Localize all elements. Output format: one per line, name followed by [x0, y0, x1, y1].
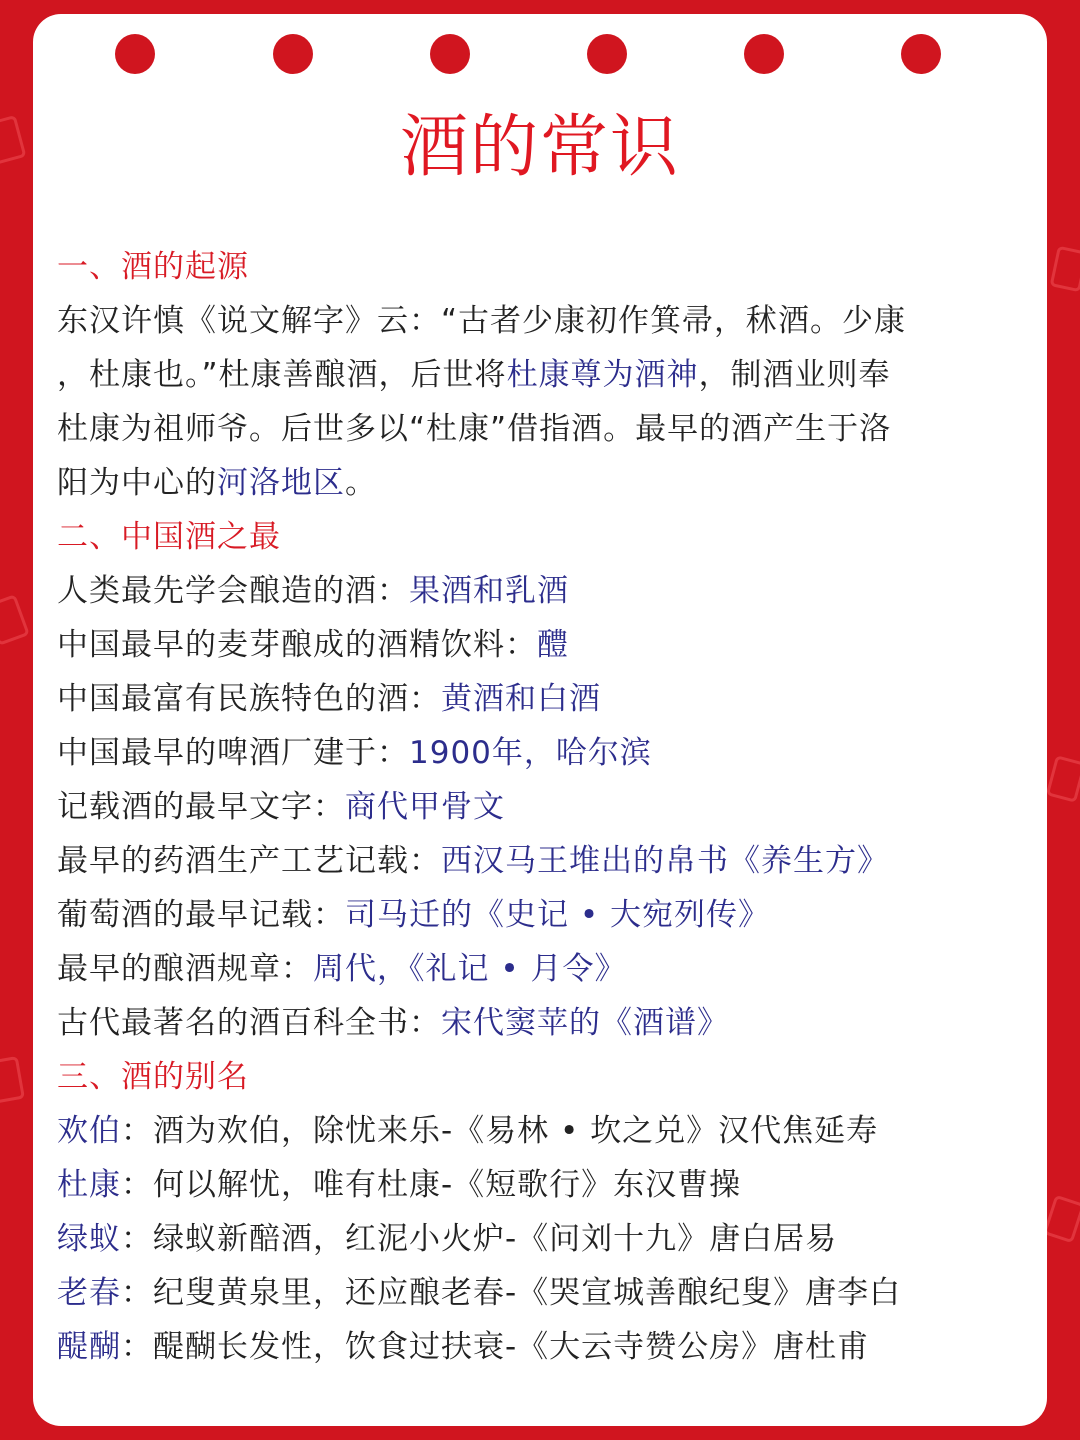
alias-item: [57, 1212, 1032, 1266]
alias-name: 老春: [57, 1275, 121, 1311]
record-item: [57, 888, 1032, 942]
record-value: 司马迁的《史记 • 大宛列传》: [345, 897, 770, 933]
record-value: 宋代窦苹的《酒谱》: [441, 1005, 729, 1041]
record-value: 黄酒和白酒: [441, 681, 601, 717]
record-item: [57, 996, 1032, 1050]
page-title: 酒的常识: [399, 108, 680, 187]
binder-hole: [744, 34, 784, 74]
record-item: [57, 834, 1032, 888]
binder-hole: [430, 34, 470, 74]
alias-name: 欢伯: [57, 1113, 121, 1149]
body-text: 东汉许慎《说文解字》云：“古者少康初作箕帚，秫酒。少康: [57, 303, 907, 339]
body-text: 。: [345, 465, 377, 501]
record-item: [57, 672, 1032, 726]
highlight-text: 杜康尊为酒神: [506, 357, 699, 393]
paragraph-line: [57, 402, 1032, 456]
alias-item: [57, 1104, 1032, 1158]
alias-quote: ：醍醐长发性，饮食过扶衰-《大云寺赞公房》唐杜甫: [121, 1329, 870, 1365]
alias-item: [57, 1266, 1032, 1320]
record-value: 1900年，哈尔滨: [409, 735, 652, 771]
binder-hole: [115, 34, 155, 74]
record-label: 记载酒的最早文字：: [57, 789, 345, 825]
alias-quote: ：绿蚁新醅酒，红泥小火炉-《问刘十九》唐白居易: [121, 1221, 838, 1257]
record-value: 西汉马王堆出的帛书《养生方》: [441, 843, 889, 879]
paragraph-line: [57, 348, 1032, 402]
record-item: [57, 564, 1032, 618]
alias-quote: ：何以解忧，唯有杜康-《短歌行》东汉曹操: [121, 1167, 742, 1203]
record-item: [57, 780, 1032, 834]
record-label: 中国最早的啤酒厂建于：: [57, 735, 409, 771]
record-value: 商代甲骨文: [345, 789, 505, 825]
record-label: 古代最著名的酒百科全书：: [57, 1005, 441, 1041]
alias-quote: ：纪叟黄泉里，还应酿老春-《哭宣城善酿纪叟》唐李白: [121, 1275, 902, 1311]
alias-name: 绿蚁: [57, 1221, 121, 1257]
alias-quote: ：酒为欢伯，除忧来乐-《易林 • 坎之兑》汉代焦延寿: [121, 1113, 879, 1149]
records-list: [57, 564, 1032, 1050]
binder-hole: [273, 34, 313, 74]
record-label: 人类最先学会酿造的酒：: [57, 573, 409, 609]
section-heading-origin: 一、酒的起源: [57, 249, 249, 285]
record-value: 醴: [537, 627, 569, 663]
record-value: 果酒和乳酒: [409, 573, 569, 609]
alias-name: 醍醐: [57, 1329, 121, 1365]
body-text: 阳为中心的: [57, 465, 217, 501]
alias-item: [57, 1320, 1032, 1374]
record-item: [57, 942, 1032, 996]
article-body: [57, 240, 1032, 1374]
section-heading-records: 二、中国酒之最: [57, 519, 281, 555]
record-item: [57, 726, 1032, 780]
highlight-text: 河洛地区: [217, 465, 345, 501]
content-card: [33, 14, 1047, 1426]
aliases-list: [57, 1104, 1032, 1374]
paragraph-line: [57, 294, 1032, 348]
alias-item: [57, 1158, 1032, 1212]
record-label: 最早的药酒生产工艺记载：: [57, 843, 441, 879]
record-item: [57, 618, 1032, 672]
body-text: ，杜康也。”杜康善酿酒，后世将: [57, 357, 507, 393]
record-label: 葡萄酒的最早记载：: [57, 897, 345, 933]
body-text: ，制酒业则奉: [698, 357, 891, 393]
record-label: 最早的酿酒规章：: [57, 951, 313, 987]
origin-paragraph: [57, 294, 1032, 510]
alias-name: 杜康: [57, 1167, 121, 1203]
paragraph-line: [57, 456, 1032, 510]
record-label: 中国最早的麦芽酿成的酒精饮料：: [57, 627, 537, 663]
binder-hole: [901, 34, 941, 74]
binder-hole: [587, 34, 627, 74]
body-text: 杜康为祖师爷。后世多以“杜康”借指酒。最早的酒产生于洛: [57, 411, 892, 447]
section-heading-aliases: 三、酒的别名: [57, 1059, 249, 1095]
record-value: 周代，《礼记 • 月令》: [313, 951, 627, 987]
record-label: 中国最富有民族特色的酒：: [57, 681, 441, 717]
